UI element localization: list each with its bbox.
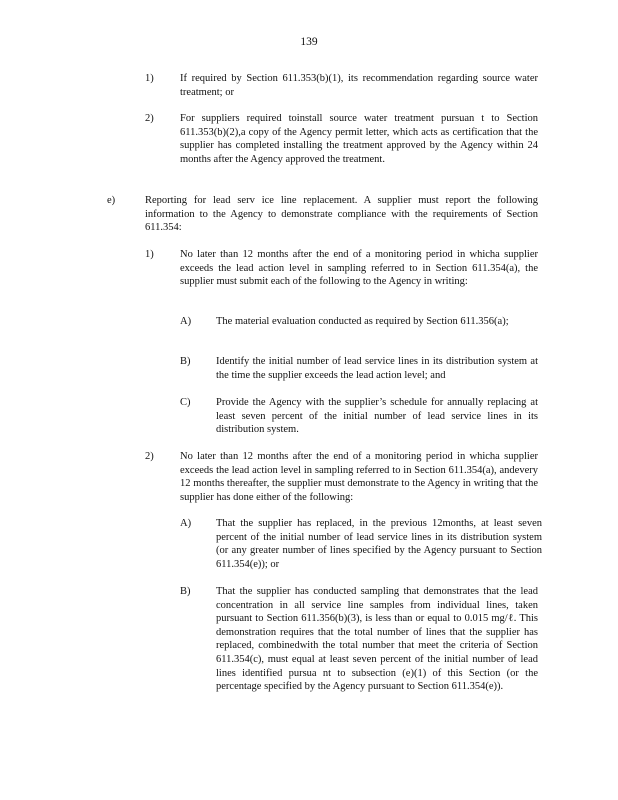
item-text: No later than 12 months after the end of a monitoring period in whicha supplier exceeds the lead action level in sampling referred to in Section 611.354(a), the supplier must submit each of the following to the Agency in writing: — [180, 249, 538, 288]
item-text: No later than 12 months after the end of a monitoring period in whicha supplier exceeds the lead action level in sampling referred to in Section 611.354(a), andevery 12 months thereafter, the supplier must demonstrate to the Agency in writing that the supplier has done either of the following: — [180, 451, 538, 503]
item-label: 1) — [145, 249, 154, 260]
item-label: e) — [107, 195, 116, 206]
item-label: 2) — [145, 451, 154, 462]
item-text: Identify the initial number of lead service lines in its distribution system at the time the supplier exceeds the lead action level; and — [216, 356, 538, 381]
item-text: For suppliers required toinstall source water treatment pursuan t to Section 611.353(b)(2),a copy of the Agency permit letter, which acts as certification that the supplier has completed installing the treatment approved by the Agency within 24 months after the Agency approved the treatment. — [180, 113, 538, 165]
item-label: A) — [180, 518, 192, 529]
item-text: The material evaluation conducted as required by Section 611.356(a); — [216, 316, 509, 327]
item-text: Provide the Agency with the supplier’s schedule for annually replacing at least seven percent of the initial number of lead service lines in its distribution system. — [216, 397, 538, 436]
item-label: C) — [180, 397, 191, 408]
item-label: B) — [180, 356, 191, 367]
item-text: If required by Section 611.353(b)(1), its recommendation regarding source water treatment; or — [180, 73, 538, 98]
item-text: Reporting for lead serv ice line replacement. A supplier must report the following information to the Agency to demonstrate compliance with the requirements of Section 611.354: — [145, 195, 538, 234]
page-number: 139 — [300, 36, 318, 48]
item-label: B) — [180, 586, 191, 597]
item-text: That the supplier has replaced, in the previous 12months, at least seven percent of the initial number of lead service lines in its distribution system (or any greater number of lines specified by the Agency pursuant to Section 611.354(e)); or — [216, 518, 542, 570]
item-text: That the supplier has conducted sampling that demonstrates that the lead concentration in all service line samples from individual lines, taken pursuant to Section 611.356(b)(3), is less than or equal to 0.015 mg/ℓ. This demonstration requires that the total number of lines that the supplier has replaced, combinedwith the total number that meet the criteria of Section 611.354(c), must equal at least seven percent of the initial number of lead lines identified pursua nt to subsection (e)(1) of this Section (or the percentage specified by the Agency pursuant to Section 611.354(e)). — [216, 586, 538, 693]
item-label: 1) — [145, 73, 154, 84]
item-label: 2) — [145, 113, 154, 124]
item-label: A) — [180, 316, 192, 327]
